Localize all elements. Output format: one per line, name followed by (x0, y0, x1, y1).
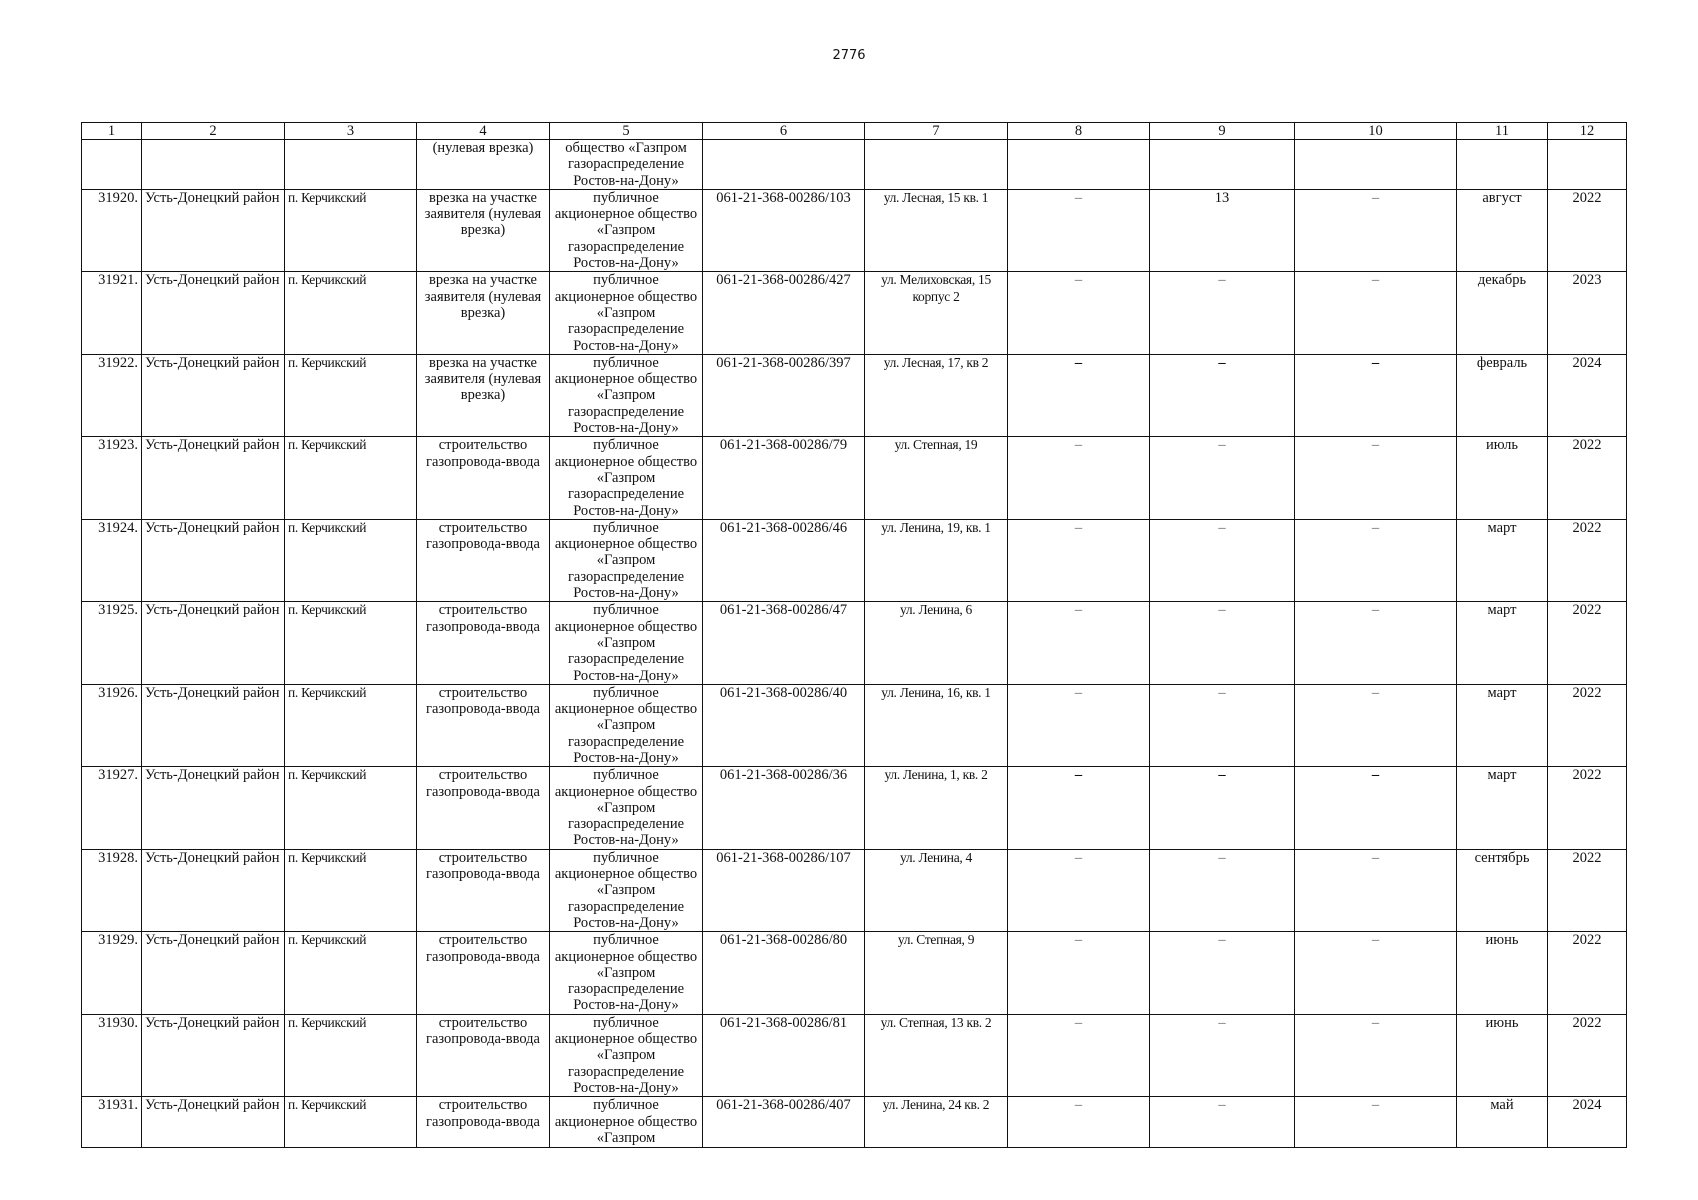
dash-mark: – (1371, 437, 1380, 454)
dash-mark: – (1074, 602, 1083, 619)
cell-organization: публичное акционерное общество «Газпром газораспределение Ростов-на-Дону» (550, 519, 703, 601)
table-row (82, 519, 1627, 601)
cell-work-type: (нулевая врезка) (417, 140, 550, 190)
dash-mark: – (1218, 1097, 1226, 1114)
dash-mark: – (1218, 684, 1226, 701)
cell-month: декабрь (1457, 272, 1548, 354)
cell-settlement: п. Керчикский (285, 354, 417, 436)
cell-col9 (1150, 684, 1295, 766)
dash-mark: – (1218, 437, 1226, 454)
dash-mark: – (1371, 602, 1380, 619)
cell-code: 061-21-368-00286/397 (703, 354, 865, 436)
cell-work-type: строительство газопровода-ввода (417, 767, 550, 849)
cell-col9 (1150, 849, 1295, 931)
dash-mark: – (1074, 272, 1083, 289)
cell-col10 (1295, 684, 1457, 766)
cell-organization: публичное акционерное общество «Газпром (550, 1097, 703, 1148)
cell-col8 (1008, 602, 1150, 684)
cell-year: 2022 (1548, 189, 1627, 271)
cell-col9 (1150, 767, 1295, 849)
cell-code: 061-21-368-00286/79 (703, 437, 865, 519)
cell-col9: 13 (1150, 189, 1295, 271)
dash-mark: – (1371, 354, 1380, 371)
cell-col8 (1008, 849, 1150, 931)
dash-mark: – (1218, 767, 1226, 784)
table-row (82, 1097, 1627, 1148)
cell-address: ул. Лесная, 17, кв 2 (865, 354, 1008, 436)
cell-work-type: строительство газопровода-ввода (417, 1014, 550, 1096)
cell-organization: публичное акционерное общество «Газпром газораспределение Ростов-на-Дону» (550, 1014, 703, 1096)
cell-month: июнь (1457, 932, 1548, 1014)
cell-settlement: п. Керчикский (285, 1014, 417, 1096)
column-header: 1 (82, 123, 142, 140)
cell-district: Усть-Донецкий район (142, 189, 285, 271)
column-header: 8 (1008, 123, 1150, 140)
dash-mark: – (1074, 932, 1083, 949)
cell-code: 061-21-368-00286/80 (703, 932, 865, 1014)
cell-month: март (1457, 684, 1548, 766)
cell-address: ул. Ленина, 1, кв. 2 (865, 767, 1008, 849)
cell-settlement: п. Керчикский (285, 602, 417, 684)
cell-col9 (1150, 437, 1295, 519)
dash-mark: – (1218, 602, 1226, 619)
cell-col10 (1295, 519, 1457, 601)
dash-mark: – (1371, 932, 1380, 949)
cell-work-type: врезка на участке заявителя (нулевая врезка) (417, 354, 550, 436)
table-row (82, 437, 1627, 519)
cell-district: Усть-Донецкий район (142, 684, 285, 766)
cell-settlement: п. Керчикский (285, 1097, 417, 1148)
cell-district: Усть-Донецкий район (142, 437, 285, 519)
cell-settlement: п. Керчикский (285, 849, 417, 931)
cell-code: 061-21-368-00286/46 (703, 519, 865, 601)
cell-organization: общество «Газпром газораспределение Ростов-на-Дону» (550, 140, 703, 190)
cell-col10 (1295, 272, 1457, 354)
cell-year: 2022 (1548, 767, 1627, 849)
cell-settlement: п. Керчикский (285, 684, 417, 766)
column-header: 12 (1548, 123, 1627, 140)
cell-code: 061-21-368-00286/103 (703, 189, 865, 271)
cell-organization: публичное акционерное общество «Газпром газораспределение Ростов-на-Дону» (550, 602, 703, 684)
cell-organization: публичное акционерное общество «Газпром газораспределение Ростов-на-Дону» (550, 354, 703, 436)
column-header: 11 (1457, 123, 1548, 140)
cell-work-type: строительство газопровода-ввода (417, 437, 550, 519)
cell-organization: публичное акционерное общество «Газпром газораспределение Ростов-на-Дону» (550, 437, 703, 519)
table-row (82, 767, 1627, 849)
dash-mark: – (1218, 354, 1226, 371)
cell-organization: публичное акционерное общество «Газпром газораспределение Ростов-на-Дону» (550, 272, 703, 354)
cell-year: 2022 (1548, 684, 1627, 766)
cell-col10 (1295, 1097, 1457, 1148)
cell-number: 31925. (82, 602, 142, 684)
cell-code: 061-21-368-00286/40 (703, 684, 865, 766)
cell-organization: публичное акционерное общество «Газпром газораспределение Ростов-на-Дону» (550, 932, 703, 1014)
cell-year: 2024 (1548, 1097, 1627, 1148)
cell-year: 2023 (1548, 272, 1627, 354)
cell-col8 (1008, 1014, 1150, 1096)
table-row (82, 602, 1627, 684)
cell-work-type: строительство газопровода-ввода (417, 1097, 550, 1148)
cell-col8 (1008, 932, 1150, 1014)
cell-number: 31920. (82, 189, 142, 271)
cell-col8 (1008, 189, 1150, 271)
cell-settlement: п. Керчикский (285, 932, 417, 1014)
cell-col8 (1008, 684, 1150, 766)
cell-year: 2022 (1548, 849, 1627, 931)
dash-mark: – (1074, 354, 1083, 371)
cell-work-type: строительство газопровода-ввода (417, 849, 550, 931)
cell-district: Усть-Донецкий район (142, 272, 285, 354)
table-body (82, 140, 1627, 1148)
cell-district: Усть-Донецкий район (142, 519, 285, 601)
cell-address: ул. Степная, 19 (865, 437, 1008, 519)
dash-mark: – (1074, 519, 1083, 536)
dash-mark: – (1218, 519, 1226, 536)
cell-number: 31928. (82, 849, 142, 931)
column-header: 10 (1295, 123, 1457, 140)
cell-month: июнь (1457, 1014, 1548, 1096)
page-number: 2776 (832, 48, 866, 63)
cell-work-type: строительство газопровода-ввода (417, 684, 550, 766)
cell-number: 31926. (82, 684, 142, 766)
dash-mark: – (1371, 767, 1380, 784)
cell-col9 (1150, 519, 1295, 601)
cell-col8 (1008, 1097, 1150, 1148)
dash-mark: – (1074, 849, 1083, 866)
cell-col9 (1150, 1097, 1295, 1148)
column-header: 2 (142, 123, 285, 140)
cell-work-type: врезка на участке заявителя (нулевая врезка) (417, 272, 550, 354)
dash-mark: – (1371, 272, 1380, 289)
dash-mark: – (1371, 189, 1380, 206)
cell-organization: публичное акционерное общество «Газпром газораспределение Ростов-на-Дону» (550, 767, 703, 849)
cell-month: август (1457, 189, 1548, 271)
cell-col9 (1150, 1014, 1295, 1096)
cell-year: 2022 (1548, 437, 1627, 519)
continuation-row (82, 140, 1627, 190)
dash-mark: – (1218, 272, 1226, 289)
cell-col9 (1150, 272, 1295, 354)
cell-number: 31930. (82, 1014, 142, 1096)
table-row (82, 189, 1627, 271)
cell-number: 31929. (82, 932, 142, 1014)
cell-number: 31931. (82, 1097, 142, 1148)
cell-settlement: п. Керчикский (285, 272, 417, 354)
dash-mark: – (1074, 684, 1083, 701)
cell-organization: публичное акционерное общество «Газпром газораспределение Ростов-на-Дону» (550, 684, 703, 766)
cell-col10 (1295, 140, 1457, 190)
cell-settlement: п. Керчикский (285, 437, 417, 519)
cell-code: 061-21-368-00286/407 (703, 1097, 865, 1148)
dash-mark: – (1074, 1014, 1083, 1031)
column-header: 7 (865, 123, 1008, 140)
dash-mark: – (1371, 1014, 1380, 1031)
cell-col10 (1295, 189, 1457, 271)
dash-mark: – (1074, 189, 1083, 206)
cell-col9 (1150, 140, 1295, 190)
cell-district: Усть-Донецкий район (142, 354, 285, 436)
dash-mark: – (1074, 767, 1083, 784)
cell-code (703, 140, 865, 190)
cell-col9 (1150, 602, 1295, 684)
cell-month: май (1457, 1097, 1548, 1148)
cell-address: ул. Лесная, 15 кв. 1 (865, 189, 1008, 271)
cell-district: Усть-Донецкий район (142, 767, 285, 849)
cell-district: Усть-Донецкий район (142, 932, 285, 1014)
cell-col8 (1008, 437, 1150, 519)
cell-col10 (1295, 437, 1457, 519)
cell-address: ул. Мелиховская, 15 корпус 2 (865, 272, 1008, 354)
cell-code: 061-21-368-00286/107 (703, 849, 865, 931)
cell-col8 (1008, 272, 1150, 354)
cell-col8 (1008, 354, 1150, 436)
cell-col10 (1295, 354, 1457, 436)
cell-code: 061-21-368-00286/427 (703, 272, 865, 354)
dash-mark: – (1074, 437, 1083, 454)
cell-address: ул. Степная, 9 (865, 932, 1008, 1014)
cell-address: ул. Ленина, 24 кв. 2 (865, 1097, 1008, 1148)
cell-work-type: строительство газопровода-ввода (417, 519, 550, 601)
cell-year: 2024 (1548, 354, 1627, 436)
dash-mark: – (1218, 932, 1226, 949)
cell-year: 2022 (1548, 1014, 1627, 1096)
table-row (82, 354, 1627, 436)
column-header: 4 (417, 123, 550, 140)
cell-district: Усть-Донецкий район (142, 849, 285, 931)
cell-col10 (1295, 849, 1457, 931)
cell-col10 (1295, 1014, 1457, 1096)
cell-col8 (1008, 767, 1150, 849)
cell-organization: публичное акционерное общество «Газпром газораспределение Ростов-на-Дону» (550, 849, 703, 931)
cell-code: 061-21-368-00286/81 (703, 1014, 865, 1096)
column-header: 6 (703, 123, 865, 140)
cell-month: сентябрь (1457, 849, 1548, 931)
table-row (82, 684, 1627, 766)
cell-number: 31924. (82, 519, 142, 601)
cell-address (865, 140, 1008, 190)
dash-mark: – (1371, 519, 1380, 536)
cell-settlement: п. Керчикский (285, 519, 417, 601)
column-number-row (82, 123, 1627, 140)
cell-work-type: врезка на участке заявителя (нулевая врезка) (417, 189, 550, 271)
cell-year: 2022 (1548, 519, 1627, 601)
cell-address: ул. Ленина, 16, кв. 1 (865, 684, 1008, 766)
dash-mark: – (1218, 849, 1226, 866)
cell-number: 31927. (82, 767, 142, 849)
column-header: 3 (285, 123, 417, 140)
cell-address: ул. Степная, 13 кв. 2 (865, 1014, 1008, 1096)
column-header: 9 (1150, 123, 1295, 140)
cell-address: ул. Ленина, 6 (865, 602, 1008, 684)
cell-district: Усть-Донецкий район (142, 1014, 285, 1096)
cell-organization: публичное акционерное общество «Газпром газораспределение Ростов-на-Дону» (550, 189, 703, 271)
table-row (82, 1014, 1627, 1096)
cell-code: 061-21-368-00286/47 (703, 602, 865, 684)
dash-mark: – (1371, 684, 1380, 701)
cell-address: ул. Ленина, 19, кв. 1 (865, 519, 1008, 601)
table-row (82, 932, 1627, 1014)
cell-year: 2022 (1548, 602, 1627, 684)
dash-mark: – (1218, 1014, 1226, 1031)
cell-month: март (1457, 602, 1548, 684)
cell-address: ул. Ленина, 4 (865, 849, 1008, 931)
dash-mark: – (1371, 849, 1380, 866)
cell-month: март (1457, 767, 1548, 849)
cell-col9 (1150, 354, 1295, 436)
cell-year (1548, 140, 1627, 190)
cell-month: март (1457, 519, 1548, 601)
cell-col9 (1150, 932, 1295, 1014)
cell-month: февраль (1457, 354, 1548, 436)
cell-settlement: п. Керчикский (285, 189, 417, 271)
cell-col8 (1008, 140, 1150, 190)
cell-district: Усть-Донецкий район (142, 602, 285, 684)
cell-col8 (1008, 519, 1150, 601)
cell-col10 (1295, 767, 1457, 849)
cell-number: 31921. (82, 272, 142, 354)
table-row (82, 849, 1627, 931)
cell-code: 061-21-368-00286/36 (703, 767, 865, 849)
cell-month (1457, 140, 1548, 190)
cell-work-type: строительство газопровода-ввода (417, 932, 550, 1014)
cell-number: 31922. (82, 354, 142, 436)
cell-col10 (1295, 602, 1457, 684)
table-row (82, 272, 1627, 354)
register-table (81, 122, 1627, 1148)
cell-district: Усть-Донецкий район (142, 1097, 285, 1148)
cell-settlement: п. Керчикский (285, 767, 417, 849)
cell-col10 (1295, 932, 1457, 1014)
cell-number: 31923. (82, 437, 142, 519)
cell-year: 2022 (1548, 932, 1627, 1014)
cell-district (142, 140, 285, 190)
column-header: 5 (550, 123, 703, 140)
cell-month: июль (1457, 437, 1548, 519)
cell-work-type: строительство газопровода-ввода (417, 602, 550, 684)
dash-mark: – (1371, 1097, 1380, 1114)
dash-mark: – (1074, 1097, 1083, 1114)
cell-settlement (285, 140, 417, 190)
cell-number (82, 140, 142, 190)
